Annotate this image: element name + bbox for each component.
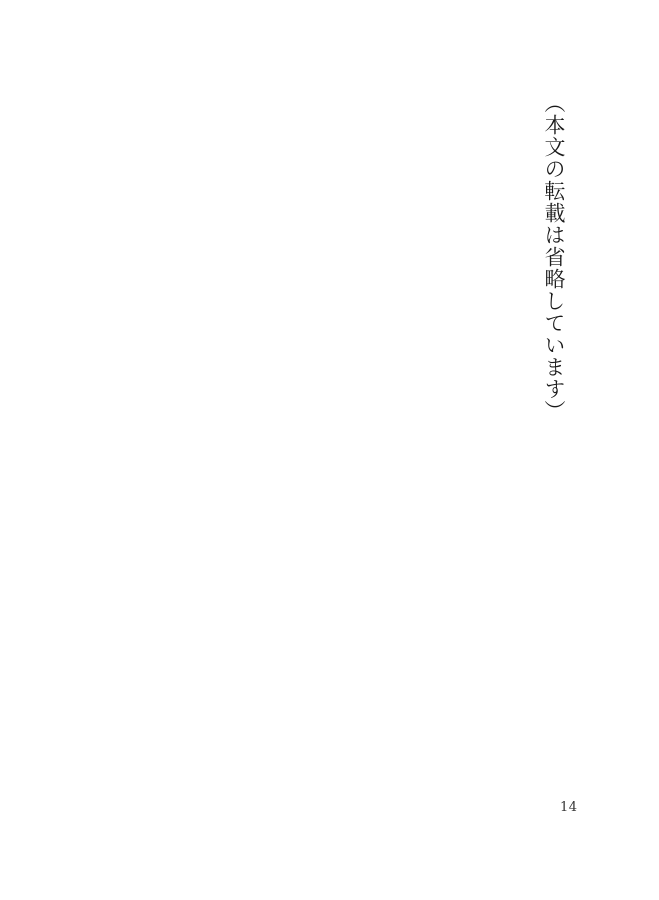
paragraph-1: （本文の転載は省略しています） [542, 92, 566, 422]
page-number: 14 [560, 800, 578, 815]
vertical-text-block [71, 92, 571, 772]
